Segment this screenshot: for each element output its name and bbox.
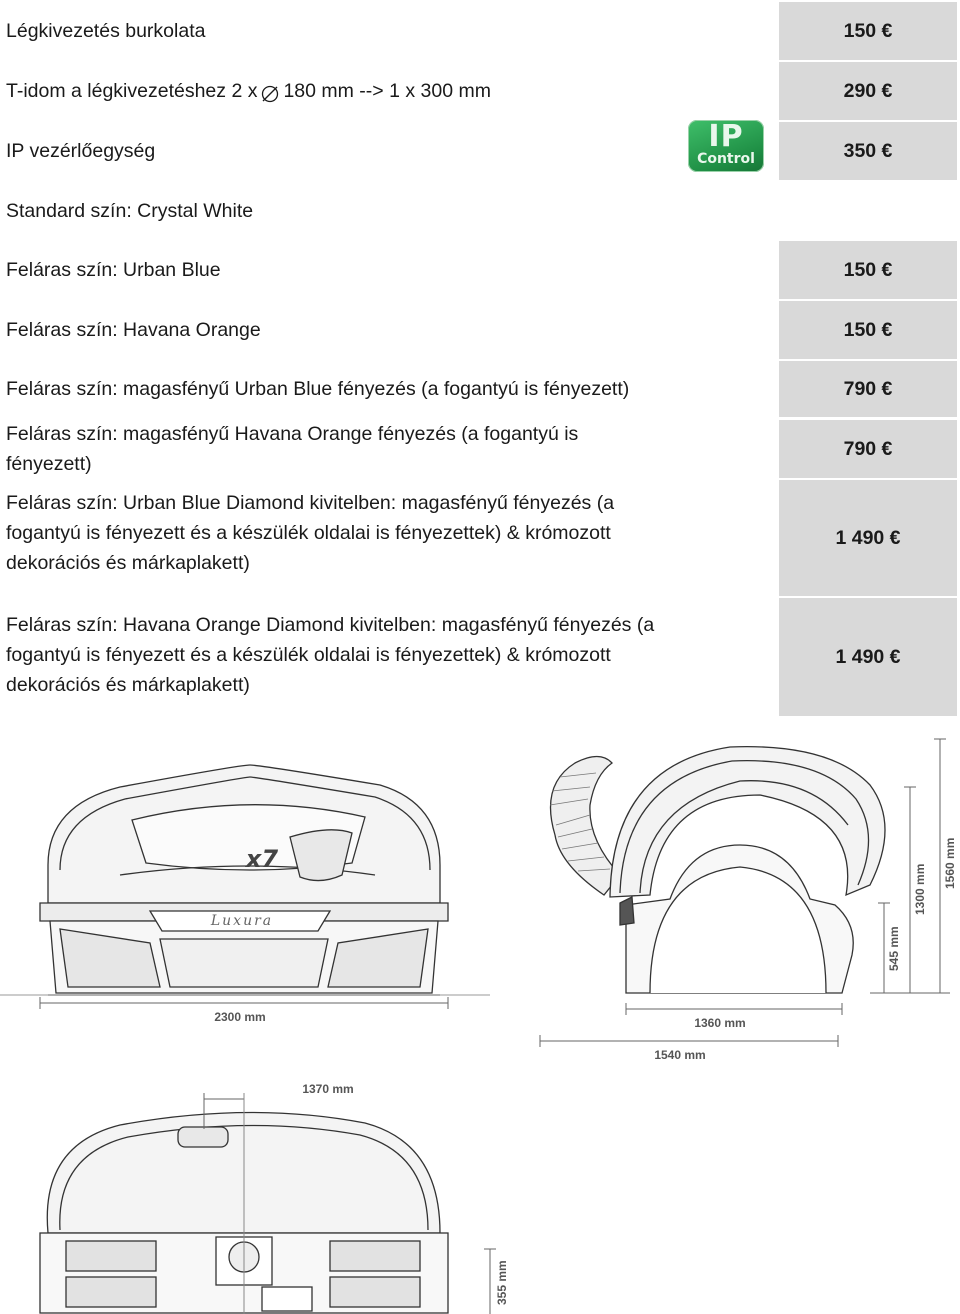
dimension-height-open: 1300 mm <box>913 863 927 915</box>
item-price: 290 € <box>779 62 957 120</box>
item-description: Standard szín: Crystal White <box>6 200 254 222</box>
front-view <box>40 765 448 995</box>
ip-control-logo-line2: Control <box>697 151 755 167</box>
diameter-icon <box>261 82 279 100</box>
item-price: 1 490 € <box>779 598 957 716</box>
brand-plate-luxura: Luxura <box>210 913 274 929</box>
item-description: Feláras szín: Urban Blue Diamond kivitelben: magasfényű fényezés (a fogantyú is fényezett és a készülék oldalai is fényezettek) & krómozott dekorációs és márkaplakett) <box>6 492 615 574</box>
item-description: Feláras szín: Havana Orange <box>6 319 261 341</box>
dimension-width-front: 2300 mm <box>214 1010 266 1024</box>
item-price <box>779 182 957 240</box>
technical-drawing-svg <box>0 725 960 1314</box>
item-description <box>6 62 706 120</box>
item-description: Feláras szín: magasfényű Urban Blue fényezés (a fogantyú is fényezett) <box>6 378 630 400</box>
ip-control-logo-line1: IP <box>708 120 744 154</box>
item-price: 150 € <box>779 301 957 359</box>
dimension-height-bed: 545 mm <box>887 926 901 971</box>
technical-drawing <box>0 725 960 1314</box>
item-description: IP vezérlőegység <box>6 140 156 162</box>
item-price: 350 € <box>779 122 957 180</box>
dimension-depth-inner: 1360 mm <box>694 1016 746 1030</box>
dimension-depth-outer: 1540 mm <box>654 1048 706 1062</box>
item-description-part: 180 mm --> 1 x 300 mm <box>283 80 491 102</box>
item-price: 150 € <box>779 2 957 60</box>
item-description: Légkivezetés burkolata <box>6 20 206 42</box>
item-price: 150 € <box>779 241 957 299</box>
model-mark-x7: x7 <box>245 845 279 873</box>
dimension-height-base: 355 mm <box>495 1260 509 1305</box>
item-description-part: T-idom a légkivezetéshez 2 x <box>6 80 258 102</box>
item-price: 1 490 € <box>779 480 957 596</box>
side-view <box>550 747 885 993</box>
item-price: 790 € <box>779 420 957 478</box>
item-description: Feláras szín: magasfényű Havana Orange fényezés (a fogantyú is fényezett) <box>6 423 579 475</box>
item-description: Feláras szín: Havana Orange Diamond kivitelben: magasfényű fényezés (a fogantyú is fényezett és a készülék oldalai is fényezettek) & krómozott dekorációs és márkaplakett) <box>6 614 655 696</box>
item-description: Feláras szín: Urban Blue <box>6 259 221 281</box>
dimension-height-total: 1560 mm <box>943 837 957 889</box>
dimension-width-top: 1370 mm <box>302 1082 354 1096</box>
ip-control-logo <box>688 120 764 172</box>
item-price: 790 € <box>779 361 957 417</box>
